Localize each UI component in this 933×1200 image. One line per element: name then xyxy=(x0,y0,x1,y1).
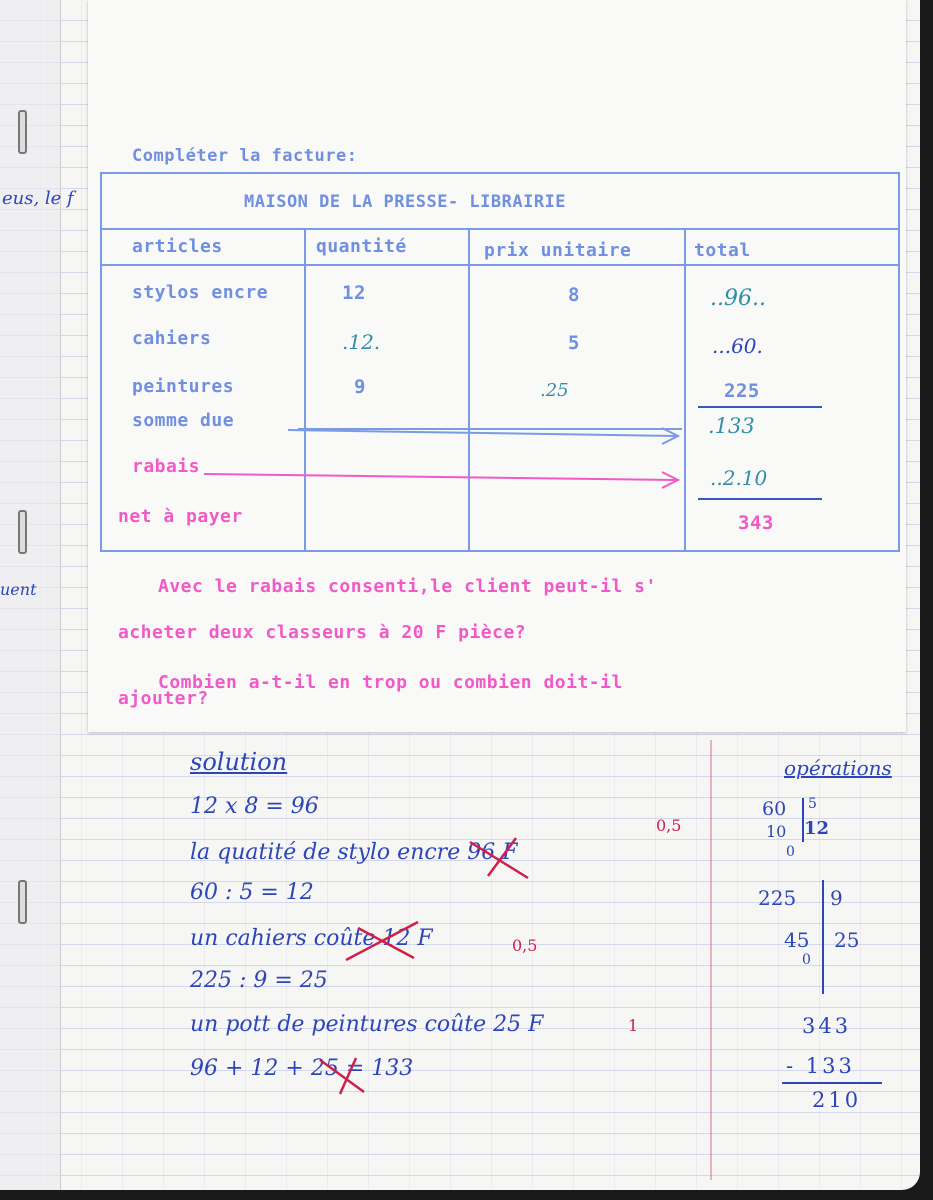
margin-note: uent xyxy=(0,580,37,599)
row-label: stylos encre xyxy=(132,282,269,303)
shop-name: MAISON DE LA PRESSE- LIBRAIRIE xyxy=(244,192,567,212)
row-label: peintures xyxy=(132,376,235,397)
division-quotient: 12 xyxy=(804,818,830,839)
division-rest: 45 xyxy=(784,928,810,952)
division-quotient: 25 xyxy=(834,928,860,952)
header-quantity: quantité xyxy=(316,236,407,257)
question-line: acheter deux classeurs à 20 F pièce? xyxy=(118,622,527,643)
somme-due-total: .133 xyxy=(708,414,755,438)
division-divisor: 9 xyxy=(830,886,843,910)
solution-line: 12 x 8 = 96 xyxy=(190,794,319,819)
solution-line: 225 : 9 = 25 xyxy=(190,968,328,993)
division-bar xyxy=(802,798,804,842)
division-bar xyxy=(822,880,824,994)
subtraction-line xyxy=(782,1082,882,1084)
margin-note: eus, le f xyxy=(2,188,74,209)
instructions: Compléter la facture: xyxy=(132,146,358,166)
division-dividend: 60 xyxy=(762,798,787,820)
grade-mark: 0,5 xyxy=(512,936,538,955)
net-total: 343 xyxy=(738,512,774,534)
question-line: Combien a-t-il en trop ou combien doit-il xyxy=(158,672,623,693)
question-line: ajouter? xyxy=(118,688,209,709)
division-rest: 0 xyxy=(802,952,811,968)
operations-title: opérations xyxy=(784,756,892,780)
rabais-total: ..2.10 xyxy=(710,466,768,490)
net-label: net à payer xyxy=(118,506,243,527)
row-label: cahiers xyxy=(132,328,212,349)
question-line: Avec le rabais consenti,le client peut-il s' xyxy=(158,576,657,597)
grade-mark: 1 xyxy=(628,1016,639,1035)
header-total: total xyxy=(694,240,751,261)
row-total: 225 xyxy=(724,380,760,402)
solution-title: solution xyxy=(190,748,288,776)
row-quantity: .12. xyxy=(342,330,381,354)
row-unit-price: .25 xyxy=(540,380,569,401)
correction-cross xyxy=(470,838,528,878)
header-articles: articles xyxy=(132,236,223,257)
header-unit-price: prix unitaire xyxy=(484,240,632,261)
row-unit-price: 5 xyxy=(568,332,580,354)
subtraction-bottom: - 133 xyxy=(786,1054,855,1078)
division-rest: 10 xyxy=(766,822,787,841)
solution-line: un cahiers coûte 12 F xyxy=(190,926,433,951)
row-unit-price: 8 xyxy=(568,284,580,306)
row-total: ..96.. xyxy=(710,286,766,311)
grade-mark: 0,5 xyxy=(656,816,682,835)
solution-line: 60 : 5 = 12 xyxy=(190,880,314,905)
correction-cross xyxy=(346,922,418,960)
subtraction-top: 343 xyxy=(802,1014,852,1038)
solution-line: 96 + 12 + 25 = 133 xyxy=(190,1056,414,1081)
division-divisor: 5 xyxy=(808,796,817,812)
subtraction-result: 210 xyxy=(812,1088,862,1112)
correction-cross xyxy=(320,1058,364,1094)
solution-line: un pott de peintures coûte 25 F xyxy=(190,1012,544,1037)
row-total: ...60. xyxy=(712,334,763,358)
somme-due-label: somme due xyxy=(132,410,235,431)
solution-line: la quatité de stylo encre 96 F xyxy=(190,840,518,865)
rabais-label: rabais xyxy=(132,456,201,477)
row-quantity: 9 xyxy=(354,376,366,398)
division-dividend: 225 xyxy=(758,886,797,910)
division-rest: 0 xyxy=(786,844,795,860)
row-quantity: 12 xyxy=(342,282,366,304)
